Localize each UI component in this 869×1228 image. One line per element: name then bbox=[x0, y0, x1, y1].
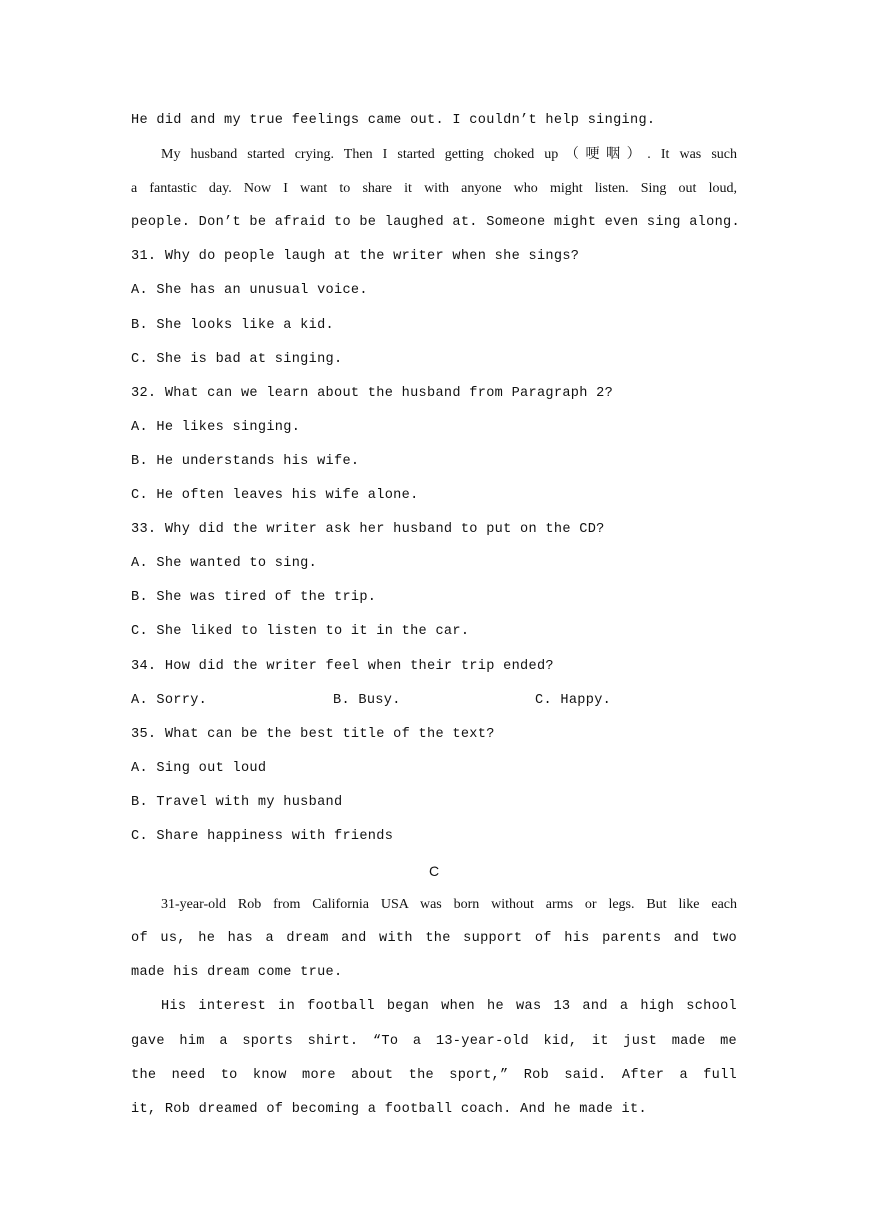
question-33 bbox=[131, 513, 737, 649]
question-stem: 35. What can be the best title of the text? bbox=[131, 726, 495, 742]
answer-options-row bbox=[131, 684, 737, 718]
answer-option: B. He understands his wife. bbox=[131, 453, 360, 469]
passage-line: of us, he has a dream and with the support of his parents and two bbox=[131, 931, 737, 947]
passage-line: My husband started crying. Then I started getting choked up（哽咽）. It was such bbox=[161, 147, 737, 163]
section-heading: C bbox=[428, 863, 440, 880]
answer-option: B. Travel with my husband bbox=[131, 794, 343, 810]
answer-option: C. Happy. bbox=[535, 692, 612, 708]
question-stem: 31. Why do people laugh at the writer when she sings? bbox=[131, 249, 580, 265]
answer-option: C. She is bad at singing. bbox=[131, 351, 343, 367]
answer-option: A. He likes singing. bbox=[131, 419, 301, 435]
answer-option: C. She liked to listen to it in the car. bbox=[131, 624, 470, 640]
answer-option: B. She looks like a kid. bbox=[131, 317, 334, 333]
passage-line: made his dream come true. bbox=[131, 965, 343, 981]
answer-option: C. Share happiness with friends bbox=[131, 828, 394, 844]
passage-line: the need to know more about the sport,” Rob said. After a full bbox=[131, 1067, 737, 1083]
section-c-paragraph-2 bbox=[131, 990, 737, 1126]
question-stem: 33. Why did the writer ask her husband to put on the CD? bbox=[131, 522, 605, 538]
passage-line: it, Rob dreamed of becoming a football coach. And he made it. bbox=[131, 1101, 647, 1117]
passage-line: gave him a sports shirt. “To a 13-year-old kid, it just made me bbox=[131, 1033, 737, 1049]
passage-line: people. Don’t be afraid to be laughed at. Someone might even sing along. bbox=[131, 215, 740, 231]
answer-option: A. She has an unusual voice. bbox=[131, 283, 368, 299]
answer-option: A. She wanted to sing. bbox=[131, 556, 318, 572]
passage-line: His interest in football began when he was 13 and a high school bbox=[161, 999, 737, 1015]
question-31 bbox=[131, 240, 737, 376]
passage-line: a fantastic day. Now I want to share it with anyone who might listen. Sing out loud, bbox=[131, 181, 737, 197]
section-c-paragraph-1 bbox=[131, 888, 737, 990]
question-35 bbox=[131, 718, 737, 854]
passage-line: 31-year-old Rob from California USA was born without arms or legs. But like each bbox=[161, 897, 737, 913]
answer-option: B. She was tired of the trip. bbox=[131, 590, 377, 606]
question-stem: 32. What can we learn about the husband from Paragraph 2? bbox=[131, 385, 614, 401]
answer-option: C. He often leaves his wife alone. bbox=[131, 488, 419, 504]
document-page bbox=[131, 104, 740, 1127]
passage-line: He did and my true feelings came out. I couldn’t help singing. bbox=[131, 113, 656, 128]
question-stem: 34. How did the writer feel when their trip ended? bbox=[131, 658, 554, 674]
question-32 bbox=[131, 377, 737, 513]
answer-option: A. Sing out loud bbox=[131, 760, 267, 776]
question-34 bbox=[131, 650, 737, 718]
answer-option: A. Sorry. bbox=[131, 692, 208, 708]
answer-option: B. Busy. bbox=[333, 692, 401, 708]
